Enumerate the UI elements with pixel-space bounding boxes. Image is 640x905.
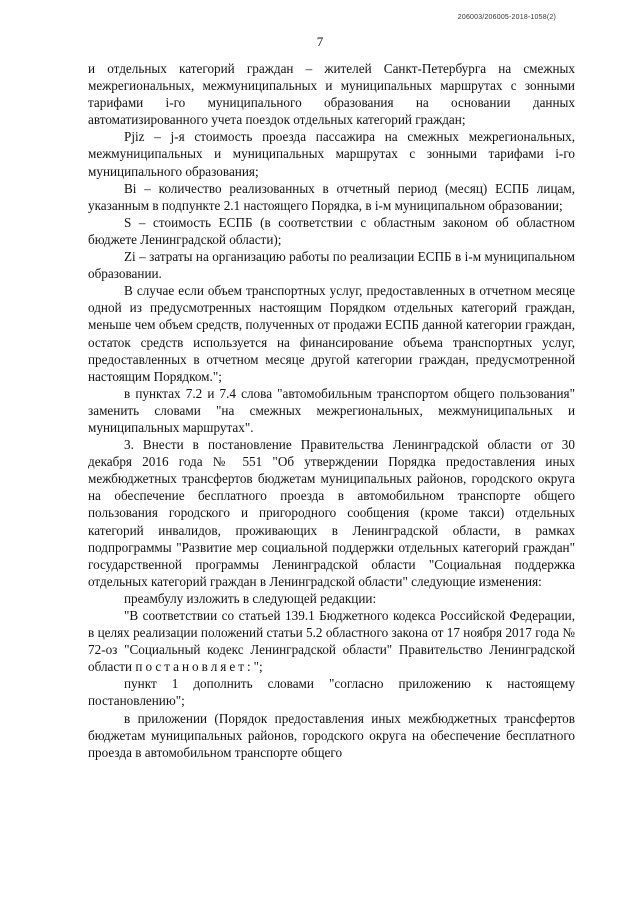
decree-word: постановляет: (135, 659, 254, 675)
paragraph-annex-changes: в приложении (Порядок предоставления иных межбюджетных трансфертов бюджетам муниципальных районов, городского округа на обеспечение бесплатного проезда в автомобильном транспорте общего (88, 710, 575, 760)
paragraph-s-definition: S – стоимость ЕСПБ (в соответствии с областным законом об областном бюджете Ленинградской области); (88, 214, 575, 247)
preamble-closing: "; (253, 659, 263, 675)
paragraph-item-1-addition: пункт 1 дополнить словами "согласно приложению к настоящему постановлению"; (88, 676, 575, 709)
paragraph-clauses-7-2-7-4: в пунктах 7.2 и 7.4 слова "автомобильным транспортом общего пользования" заменить словами "на смежных межрегиональных, межмуниципальных и муниципальных маршрутах". (88, 385, 575, 435)
paragraph-preamble-text (88, 607, 575, 675)
paragraph-transport-volume: В случае если объем транспортных услуг, предоставленных в отчетном месяце одной из предусмотренных настоящим Порядком отдельных категорий граждан, меньше чем объем средств, полученных от продажи ЕСПБ данной категории граждан, остаток средств используется на финансирование объема транспортных услуг, предоставленных в отчетном месяце другой категории граждан, предусмотренной настоящим Порядком."; (88, 283, 575, 384)
document-body (88, 60, 575, 761)
paragraph-item-3: 3. Внести в постановление Правительства Ленинградской области от 30 декабря 2016 года № 551 "Об утверждении Порядка предоставления иных межбюджетных трансфертов бюджетам муниципальных районов, городского округа на обеспечение бесплатного проезда в автомобильном транспорте общего пользования городского и пригородного сообщения (кроме такси) отдельных категорий инвалидов, проживающих в Ленинградской области, в рамках подпрограммы "Развитие мер социальной поддержки отдельных категорий граждан" государственной программы Ленинградской области "Социальная поддержка отдельных категорий граждан в Ленинградской области" следующие изменения: (88, 437, 575, 589)
page-number: 7 (316, 34, 324, 49)
paragraph-pjiz-definition: Pjiz – j-я стоимость проезда пассажира на смежных межрегиональных, межмуниципальных и муниципальных маршрутах с зонными тарифами i-го муниципального образования; (88, 129, 575, 179)
paragraph-continuation: и отдельных категорий граждан – жителей Санкт-Петербурга на смежных межрегиональных, межмуниципальных и муниципальных маршрутах с зонными тарифами i-го муниципального образования на основании данных автоматизированного учета поездок отдельных категорий граждан; (88, 61, 575, 128)
paragraph-zi-definition: Zi – затраты на организацию работы по реализации ЕСПБ в i-м муниципальном образовании. (88, 249, 575, 282)
document-code: 206003/206005-2018-1058(2) (457, 14, 556, 21)
paragraph-bi-definition: Bi – количество реализованных в отчетный период (месяц) ЕСПБ лицам, указанным в подпункте 2.1 настоящего Порядка, в i-м муниципальном образовании; (88, 180, 575, 213)
paragraph-preamble-instruction: преамбулу изложить в следующей редакции: (124, 590, 377, 606)
preamble-text: "В соответствии со статьей 139.1 Бюджетного кодекса Российской Федерации, в целях реализации положений статьи 5.2 областного закона от 17 ноября 2017 года № 72-оз "Социальный кодекс Ленинградской области" Правительство Ленинградской области (88, 608, 575, 675)
